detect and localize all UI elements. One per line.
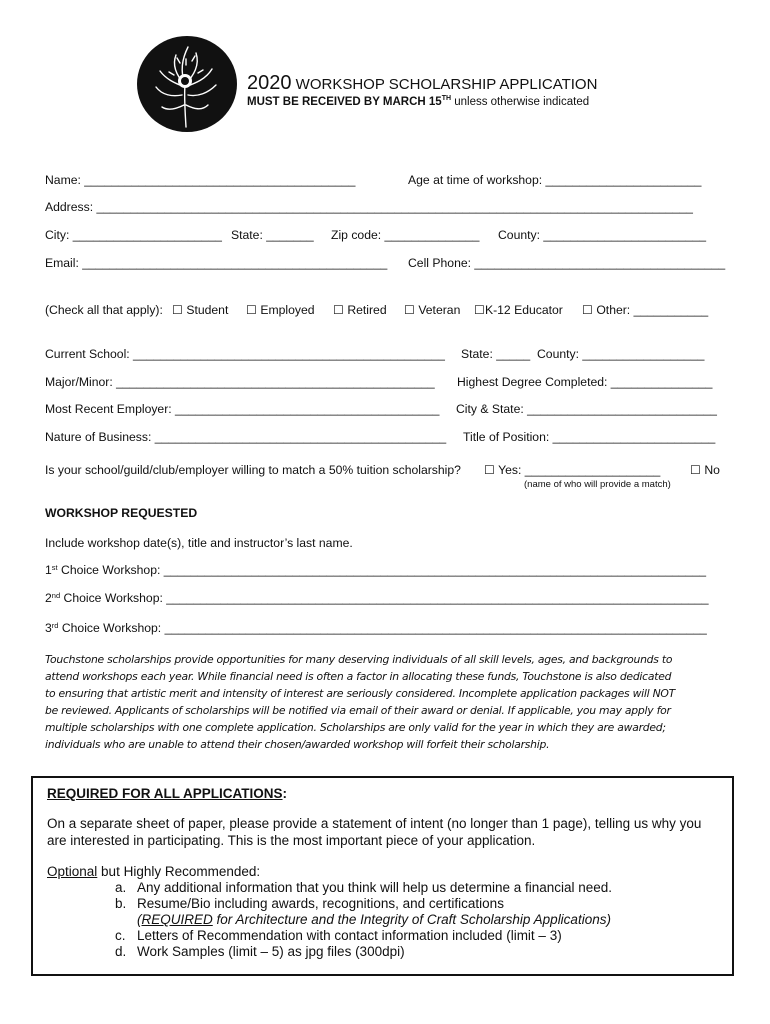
zip-field[interactable]: Zip code: ______________	[331, 228, 480, 242]
scholarship-policy-paragraph	[45, 651, 729, 753]
position-field[interactable]: Title of Position: ________________________	[463, 430, 716, 444]
checkbox-k12-educator[interactable]	[474, 303, 563, 317]
checkbox-icon[interactable]: ☐	[404, 303, 415, 317]
school-state-field[interactable]: State: _____	[461, 347, 531, 361]
title-text: WORKSHOP SCHOLARSHIP APPLICATION	[295, 76, 598, 93]
match-yes-label: Yes: ____________________	[498, 463, 661, 477]
third-choice-field[interactable]	[45, 621, 707, 635]
city-state-field[interactable]: City & State: ____________________________	[456, 402, 717, 416]
choice-label: Choice Workshop: ________________________________________________________________________________	[58, 621, 707, 635]
choice-label: Choice Workshop: ________________________________________________________________________________	[57, 563, 706, 577]
checkbox-icon[interactable]: ☐	[333, 303, 344, 317]
page-title	[247, 72, 597, 95]
employer-field[interactable]: Most Recent Employer: _______________________________________	[45, 402, 440, 416]
note-required: REQUIRED	[141, 912, 213, 927]
checkbox-icon[interactable]: ☐	[690, 463, 701, 477]
checkbox-other[interactable]	[582, 303, 708, 317]
note-open-paren: (	[137, 912, 142, 927]
county-field[interactable]: County: ________________________	[498, 228, 707, 242]
school-county-field[interactable]: County: __________________	[537, 347, 705, 361]
required-heading	[47, 786, 287, 801]
optional-word: Optional	[47, 864, 98, 879]
touchstone-logo	[136, 35, 238, 133]
match-no-label: No	[704, 463, 720, 477]
checkbox-icon[interactable]: ☐	[172, 303, 183, 317]
checkbox-label: K-12 Educator	[484, 303, 563, 317]
second-choice-field[interactable]	[45, 591, 709, 605]
workshop-heading: WORKSHOP REQUESTED	[45, 506, 198, 520]
match-no[interactable]	[690, 463, 720, 477]
note-rest: for Architecture and the Integrity of Craft Scholarship Applications)	[212, 912, 611, 927]
paragraph-line: individuals who are unable to attend their chosen/awarded workshop will forfeit their scholarship.	[45, 738, 550, 751]
item-b-note	[137, 912, 611, 927]
deadline-rest: unless otherwise indicated	[451, 95, 590, 108]
statement-line-2: are interested in participating. This is the most important piece of your application.	[47, 833, 536, 848]
checkbox-student[interactable]	[172, 303, 228, 317]
business-field[interactable]: Nature of Business: ___________________________________________	[45, 430, 447, 444]
checkbox-icon[interactable]: ☐	[484, 463, 495, 477]
required-applications-box	[31, 776, 734, 976]
paragraph-line: be reviewed. Applicants of scholarships will be notified via email of their award or denial. If applicable, you may apply for	[45, 704, 671, 717]
choice-label: Choice Workshop: ________________________________________________________________________________	[60, 591, 709, 605]
email-field[interactable]: Email: _____________________________________________	[45, 256, 388, 270]
optional-rest: but Highly Recommended:	[97, 864, 261, 879]
age-field[interactable]: Age at time of workshop: _______________________	[408, 173, 702, 187]
checkbox-icon[interactable]: ☐	[246, 303, 257, 317]
state-field[interactable]: State: _______	[231, 228, 314, 242]
title-year: 2020	[247, 72, 292, 94]
checkbox-label: Veteran	[418, 303, 461, 317]
deadline-note	[247, 95, 589, 108]
deadline-bold: MUST BE RECEIVED BY MARCH 15	[247, 95, 442, 108]
city-field[interactable]: City: ______________________	[45, 228, 222, 242]
match-note: (name of who will provide a match)	[524, 479, 671, 490]
checkbox-label: Employed	[260, 303, 315, 317]
paragraph-line: Touchstone scholarships provide opportunities for many deserving individuals of all skill levels, ages, and backgrounds to	[45, 653, 673, 666]
item-text-a: Any additional information that you think will help us determine a financial need.	[137, 880, 613, 895]
paragraph-line: to ensuring that artistic merit and intensity of interest are seriously considered. Incomplete application packages will NOT	[45, 687, 676, 700]
choice-number: 2	[45, 591, 52, 605]
item-text-d: Work Samples (limit – 5) as jpg files (300dpi)	[137, 944, 405, 959]
workshop-instruction: Include workshop date(s), title and instructor’s last name.	[45, 536, 353, 550]
item-text-c: Letters of Recommendation with contact information included (limit – 3)	[137, 928, 562, 943]
choice-number: 1	[45, 563, 52, 577]
match-question: Is your school/guild/club/employer willing to match a 50% tuition scholarship?	[45, 463, 461, 477]
item-marker-c: c.	[115, 928, 126, 943]
checkbox-icon[interactable]: ☐	[582, 303, 593, 317]
choice-ordinal: nd	[51, 591, 61, 600]
checkbox-icon[interactable]: ☐	[474, 303, 485, 317]
checkbox-employed[interactable]	[246, 303, 315, 317]
current-school-field[interactable]: Current School: ______________________________________________	[45, 347, 445, 361]
check-all-label: (Check all that apply):	[45, 303, 163, 317]
item-marker-d: d.	[115, 944, 127, 959]
statement-line-1: On a separate sheet of paper, please provide a statement of intent (no longer than 1 page), telling us why you	[47, 816, 702, 831]
checkbox-retired[interactable]	[333, 303, 387, 317]
item-text-b: Resume/Bio including awards, recognitions, and certifications	[137, 896, 504, 911]
item-marker-b: b.	[115, 896, 127, 911]
paragraph-line: attend workshops each year. While financial need is often a factor in allocating these funds, Touchstone is also dedicated	[45, 670, 672, 683]
choice-ordinal: st	[51, 563, 58, 572]
checkbox-label: Retired	[347, 303, 387, 317]
required-heading-colon: :	[282, 786, 288, 801]
name-field[interactable]: Name: ________________________________________	[45, 173, 356, 187]
choice-number: 3	[45, 621, 52, 635]
degree-field[interactable]: Highest Degree Completed: _______________	[457, 375, 713, 389]
checkbox-label: Other: ___________	[596, 303, 709, 317]
required-heading-text: REQUIRED FOR ALL APPLICATIONS	[47, 786, 283, 801]
optional-heading	[47, 864, 260, 879]
paragraph-line: multiple scholarships with one complete application. Scholarships are only valid for the year in which they are awarded;	[45, 721, 666, 734]
match-yes[interactable]	[484, 463, 660, 477]
item-marker-a: a.	[115, 880, 127, 895]
checkbox-label: Student	[186, 303, 229, 317]
choice-ordinal: rd	[51, 621, 59, 630]
checkbox-veteran[interactable]	[404, 303, 460, 317]
major-field[interactable]: Major/Minor: _______________________________________________	[45, 375, 435, 389]
address-field[interactable]: Address: ________________________________________________________________________________________	[45, 200, 693, 214]
first-choice-field[interactable]	[45, 563, 706, 577]
deadline-sup: TH	[441, 95, 452, 102]
cell-phone-field[interactable]: Cell Phone: _____________________________________	[408, 256, 726, 270]
